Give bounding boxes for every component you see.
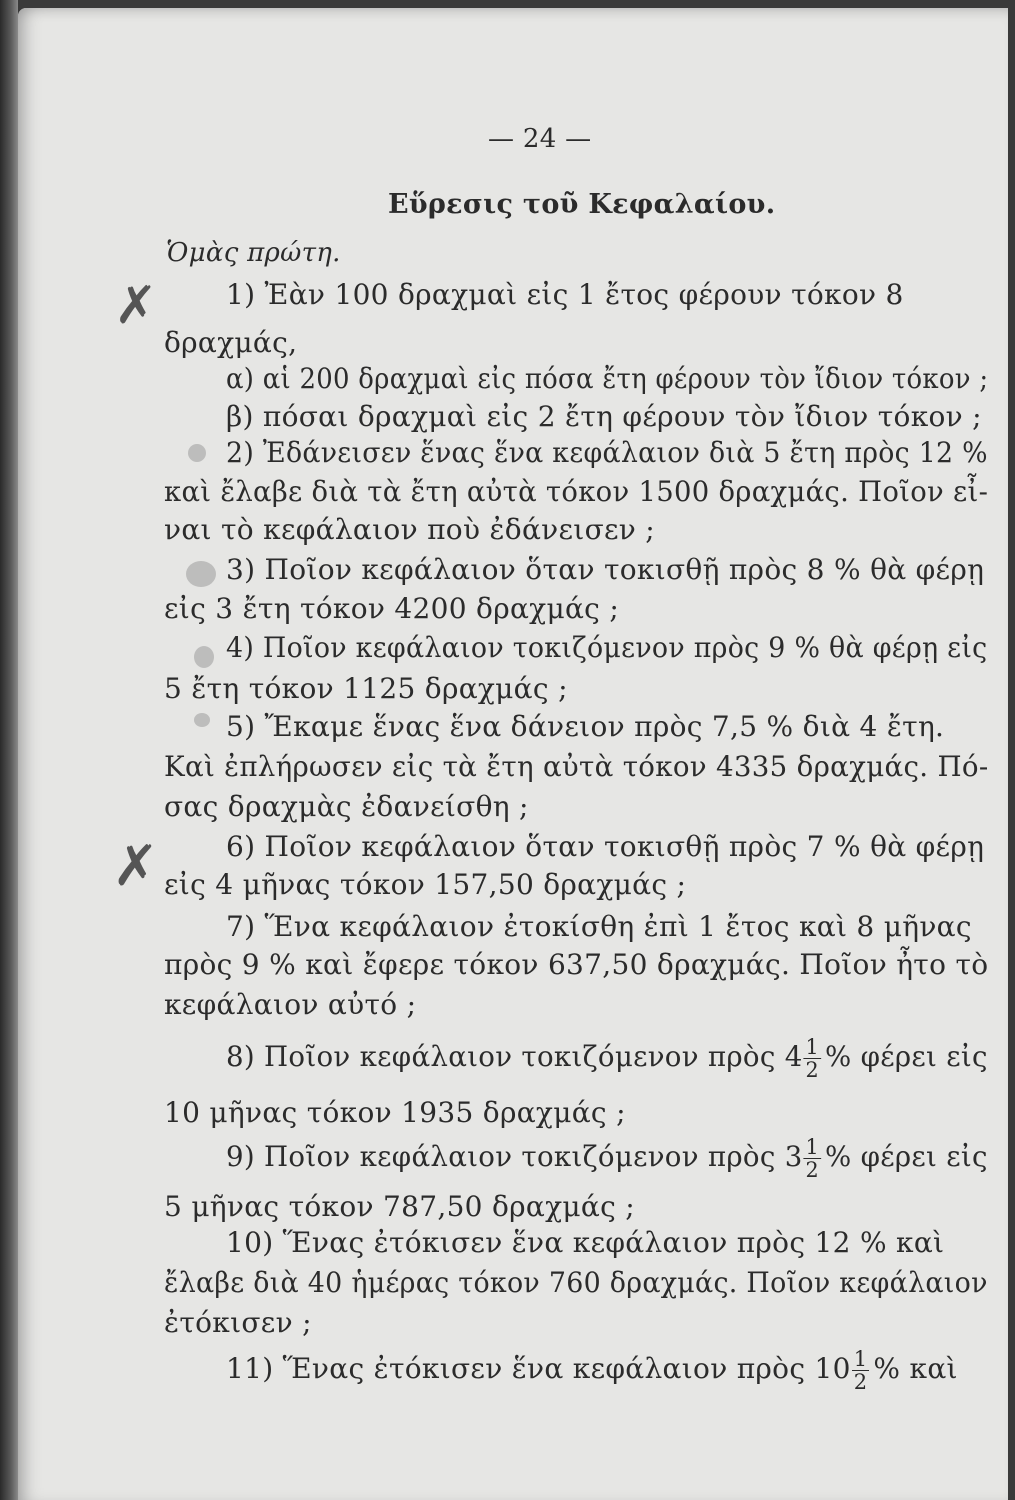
fraction	[804, 1036, 821, 1081]
fraction-denominator: 2	[853, 1370, 868, 1394]
text-line: κεφάλαιον αὐτό ;	[164, 988, 417, 1021]
text-segment: 9) Ποῖον κεφάλαιον τοκιζόμενον πρὸς 3	[226, 1140, 803, 1173]
fraction-numerator: 1	[805, 1035, 820, 1059]
text-line: σας δραχμὰς ἐδανείσθη ;	[164, 790, 529, 823]
fraction-numerator: 1	[853, 1347, 868, 1371]
text-line: 5) Ἔκαμε ἕνας ἕνα δάνειον πρὸς 7,5 % διὰ 4 ἔτη.	[226, 710, 945, 743]
text-line: ἔλαβε διὰ 40 ἡμέρας τόκον 760 δραχμάς. Ποῖον κεφάλαιον	[164, 1266, 988, 1299]
group-label: Ὁμὰς πρώτη.	[166, 238, 341, 268]
text-line: Καὶ ἐπλήρωσεν εἰς τὰ ἔτη αὐτὰ τόκον 4335 δραχμάς. Πό-	[164, 750, 989, 783]
fraction-denominator: 2	[805, 1158, 820, 1182]
text-line: 5 ἔτη τόκον 1125 δραχμάς ;	[164, 672, 568, 705]
text-line-with-fraction	[226, 1348, 958, 1393]
text-line: 2) Ἐδάνεισεν ἕνας ἕνα κεφάλαιον διὰ 5 ἔτη πρὸς 12 %	[226, 436, 988, 469]
text-line: α) αἱ 200 δραχμαὶ εἰς πόσα ἔτη φέρουν τὸν ἴδιον τόκον ;	[226, 362, 989, 395]
text-line: ναι τὸ κεφάλαιον ποὺ ἐδάνεισεν ;	[164, 513, 656, 546]
text-line: 5 μῆνας τόκον 787,50 δραχμάς ;	[164, 1190, 636, 1223]
text-line: δραχμάς,	[164, 326, 298, 359]
text-line: β) πόσαι δραχμαὶ εἰς 2 ἔτη φέρουν τὸν ἴδιον τόκον ;	[226, 400, 982, 433]
ink-blot	[186, 561, 216, 587]
text-line: καὶ ἔλαβε διὰ τὰ ἔτη αὐτὰ τόκον 1500 δραχμάς. Ποῖον εἶ-	[164, 475, 989, 508]
fraction	[804, 1136, 821, 1181]
section-title: Εὕρεσις τοῦ Κεφαλαίου.	[388, 189, 776, 220]
text-line: ἐτόκισεν ;	[164, 1306, 312, 1339]
pencil-cross-mark-1: ✗	[114, 276, 158, 336]
fraction-numerator: 1	[805, 1135, 820, 1159]
text-line: 6) Ποῖον κεφάλαιον ὅταν τοκισθῇ πρὸς 7 % θὰ φέρῃ	[226, 830, 985, 863]
ink-blot	[188, 444, 206, 462]
fraction	[852, 1348, 870, 1393]
ink-blot	[194, 646, 214, 668]
text-line: 7) Ἕνα κεφάλαιον ἐτοκίσθη ἐπὶ 1 ἔτος καὶ 8 μῆνας	[226, 910, 972, 943]
ink-blot	[194, 713, 210, 727]
text-line: πρὸς 9 % καὶ ἔφερε τόκον 637,50 δραχμάς. Ποῖον ἦτο τὸ	[164, 948, 989, 981]
text-segment: % καὶ	[873, 1352, 958, 1385]
text-segment: % φέρει εἰς	[824, 1140, 988, 1173]
pencil-cross-mark-2: ✗	[112, 834, 159, 899]
text-line: 1) Ἐὰν 100 δραχμαὶ εἰς 1 ἔτος φέρουν τόκον 8	[226, 278, 904, 311]
text-segment: % φέρει εἰς	[824, 1040, 988, 1073]
text-line: 3) Ποῖον κεφάλαιον ὅταν τοκισθῇ πρὸς 8 % θὰ φέρῃ	[226, 553, 985, 586]
text-line: 4) Ποῖον κεφάλαιον τοκιζόμενον πρὸς 9 % θὰ φέρῃ εἰς	[226, 631, 988, 664]
text-segment: 11) Ἕνας ἐτόκισεν ἕνα κεφάλαιον πρὸς 10	[226, 1352, 851, 1385]
text-line: εἰς 4 μῆνας τόκον 157,50 δραχμάς ;	[164, 868, 687, 901]
text-line: 10 μῆνας τόκον 1935 δραχμάς ;	[164, 1096, 626, 1129]
book-binding-edge	[0, 0, 18, 1500]
text-line-with-fraction	[226, 1036, 988, 1081]
text-segment: 8) Ποῖον κεφάλαιον τοκιζόμενον πρὸς 4	[226, 1040, 803, 1073]
text-line-with-fraction	[226, 1136, 988, 1181]
text-line: 10) Ἕνας ἐτόκισεν ἕνα κεφάλαιον πρὸς 12 % καὶ	[226, 1226, 945, 1259]
page-number: — 24 —	[488, 124, 592, 154]
book-page	[18, 8, 1008, 1500]
text-line: εἰς 3 ἔτη τόκον 4200 δραχμάς ;	[164, 592, 620, 625]
fraction-denominator: 2	[805, 1058, 820, 1082]
